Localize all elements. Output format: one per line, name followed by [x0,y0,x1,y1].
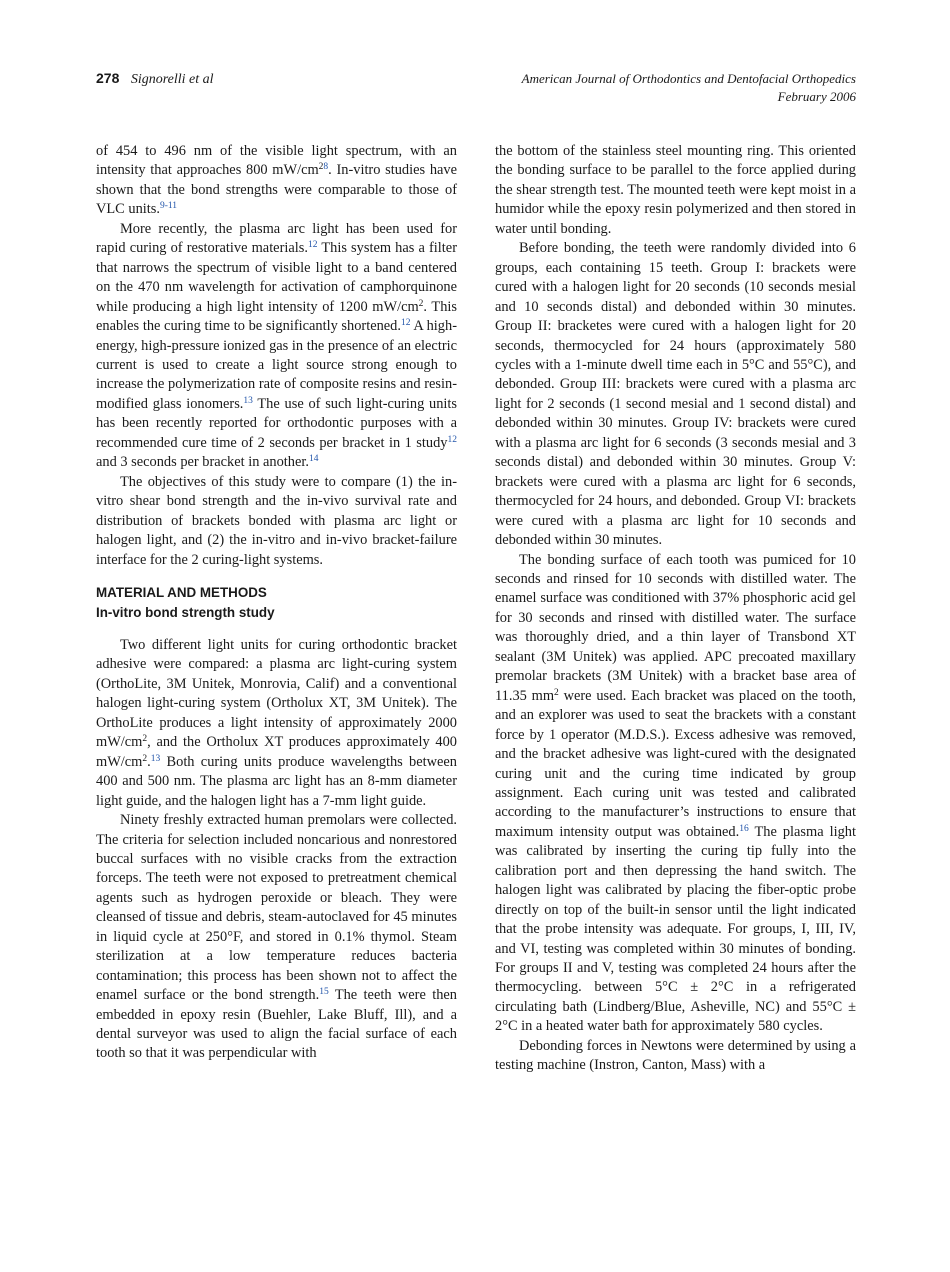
paragraph: Before bonding, the teeth were randomly divided into 6 groups, each containing 15 teeth. Group I: brackets were cured with a halogen light for 20 seconds (10 seconds mesial and 10 seconds distal) and debonded within 30 minutes. Group II: bracketes were cured with a halogen light for 20 seconds, thermocycled for 24 hours (approximately 580 cycles with a 1-minute dwell time each in 5°C and 55°C), and debonded. Group III: brackets were cured with a plasma arc light for 2 seconds (1 second mesial and 1 second distal) and debonded within 30 minutes. Group IV: brackets were cured with a plasma arc light for 6 seconds (3 seconds mesial and 3 seconds distal) and debonded within 30 minutes. Group V: brackets were cured with a plasma arc light for 6 seconds, thermocycled for 24 hours, and debonded. Group VI: brackets were cured with a plasma arc light for 10 seconds and debonded within 30 minutes. [495,240,856,549]
running-header-right [522,70,856,106]
citation[interactable]: 12 [447,434,457,445]
paragraph: The bonding surface of each tooth was pumiced for 10 seconds and rinsed for 10 seconds with distilled water. The enamel surface was conditioned with 37% phosphoric acid gel for 30 seconds and rinsed with distilled water. The surface was thoroughly dried, and a thin layer of Transbond XT sealant (3M Unitek) was applied. APC precoated maxillary premolar brackets (3M Unitek) with a bracket base area of 11.35 $mm^2$ were used. Each bracket was placed on the tooth, and an explorer was used to seat the brackets with a constant force by 1 operator (M.D.S.). Excess adhesive was removed, and the bracket adhesive was light-cured with the designated curing unit and the curing time indicated by group assignment. Each curing unit was tested and calibrated according to the manufacturer’s instructions to ensure that maximum intensity output was obtained.$^{16}$ The plasma light was calibrated by inserting the curing tip fully into the calibration port and then depressing the hand switch. The halogen light was calibrated by placing the fiber-optic probe directly on top of the built-in sensor until the light indicated that the probe intensity was adequate. For groups, I, III, IV, and VI, testing was completed within 30 minutes of bonding. For groups II and V, testing was completed 24 hours after the thermocycling. between 5°C ± 2°C in a refrigerated circulating bath (Lindberg/Blue, Asheville, NC) and 55°C ± 2°C in a heated water bath for approximately 580 cycles. [495,551,856,1035]
paragraph: Debonding forces in Newtons were determined by using a testing machine (Instron, Canton, Mass) with a [495,1037,856,1074]
paragraph: The objectives of this study were to compare (1) the in-vitro shear bond strength and the in-vivo survival rate and distribution of brackets bonded with plasma arc light or halogen light, and (2) the in-vitro and in-vivo bracket-failure interface for the 2 curing-light systems. [96,473,457,568]
paragraph: the bottom of the stainless steel mounting ring. This oriented the bonding surface to be parallel to the force applied during the shear strength test. The mounted teeth were kept moist in a humidor while the epoxy resin polymerized and then stored in water until bonding. [495,143,856,237]
issue-date: February 2006 [777,89,856,104]
citation[interactable]: 9-11 [159,201,178,212]
paragraph: More recently, the plasma arc light has been used for rapid curing of restorative materials.$^{12}$ This system has a filter that narrows the spectrum of visible light to a band centered on the 470 nm wavelength for activation of camphorquinone while producing a high light intensity of 1200 $mW/cm^2$. This enables the curing time to be significantly shortened.$^{12}$ A high-energy, high-pressure ionized gas in the presence of an electric current is used to create a light source strong enough to increase the polymerization rate of composite resins and resin-modified glass ionomers.$^{13}$ The use of such light-curing units has been recently reported for orthodontic purposes with a recommended cure time of 2 seconds per bracket in 1 study$^{12}$ and 3 seconds per bracket in another.$^{14}$ [96,220,457,471]
section-heading: MATERIAL AND METHODS [96,584,267,600]
citation[interactable]: 15 [319,987,329,998]
running-authors: Signorelli et al [130,72,214,87]
citation[interactable]: 8 [323,162,329,173]
citation[interactable]: 16 [739,823,749,834]
page-number: 278 [96,70,120,86]
paragraph: Ninety freshly extracted human premolars were collected. The criteria for selection included noncarious and nonrestored buccal surfaces with no visible cracks from the extraction forceps. The teeth were not exposed to pretreatment chemical agents such as hydrogen peroxide or bleach. They were cleansed of tissue and debris, steam-autoclaved for 45 minutes in liquid cycle at 250°F, and stored in 0.1% thymol. Steam sterilization at a low temperature reduces bacteria contamination; this process has been shown not to affect the enamel surface or the bond strength.$^{15}$ The teeth were then embedded in epoxy resin (Buehler, Lake Bluff, Ill), and a dental surveyor was used to align the facial surface of each tooth so that it was perpendicular with [96,812,457,1062]
paragraph: of 454 to 496 nm of the visible light spectrum, with an intensity that approaches 800 mW/cm$^{28}$. In-vitro studies have shown that the bond strengths were comparable to those of VLC units.$^{9-11}$ [96,143,457,218]
journal-name: American Journal of Orthodontics and Dentofacial Orthopedics [521,71,856,86]
right-column [495,142,856,1076]
citation[interactable]: 13 [150,753,161,764]
citation[interactable]: 12 [307,240,318,251]
citation[interactable]: 12 [400,318,411,329]
running-header-left [96,70,214,88]
subsection-heading: In-vitro bond strength study [96,604,275,620]
paragraph: Two different light units for curing orthodontic bracket adhesive were compared: a plasma arc light-curing system (OrthoLite, 3M Unitek, Monrovia, Calif) and a conventional halogen light-curing system (Ortholux XT, 3M Unitek). The OrthoLite produces a light intensity of approximately 2000 $mW/cm^2$, and the Ortholux XT produces approximately 400 $mW/cm^2.^{13}$ Both curing units produce wavelengths between 400 and 500 nm. The plasma arc light has an 8-mm diameter light guide, and the halogen light has a 7-mm light guide. [96,636,457,809]
left-column [96,142,457,1064]
citation[interactable]: 13 [243,395,253,406]
citation[interactable]: 14 [309,454,319,465]
